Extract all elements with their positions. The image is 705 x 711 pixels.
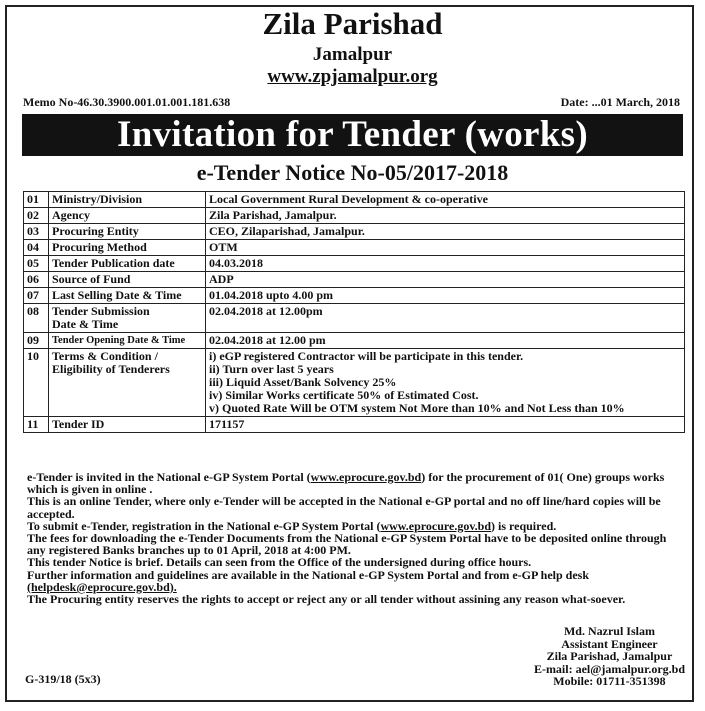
tender-info-table	[23, 191, 685, 433]
signer-email: E-mail: ael@jamalpur.org.bd	[533, 661, 685, 676]
signer-office: Zila Parishad, Jamalpur	[546, 649, 673, 663]
row-number: 09	[24, 333, 49, 349]
body-paragraph: The Procuring entity reserves the rights to accept or reject any or all tender without assining any reason what-soever.	[27, 592, 626, 607]
website-link[interactable]: www.zpjamalpur.org	[267, 66, 438, 87]
signer-name: Md. Nazrul Islam	[563, 624, 655, 638]
signer-mobile: Mobile: 01711-351398	[553, 674, 666, 688]
notice-body	[27, 471, 682, 605]
row-number: 07	[24, 288, 49, 304]
row-label: Source of Fund	[49, 272, 206, 288]
memo-number: Memo No-46.30.3900.001.01.001.181.638	[23, 95, 231, 109]
body-text: e-Tender is invited in the National e-GP System Portal (	[27, 470, 311, 484]
body-text: To submit e-Tender, registration in the National e-GP System Portal (	[27, 518, 381, 533]
row-label-line: Terms & Condition /	[52, 349, 158, 363]
table-row	[24, 417, 685, 433]
signature-block	[534, 625, 685, 688]
body-text: Further information and guidelines are available in the National e-GP System Portal and from e-GP help desk	[27, 567, 590, 582]
row-label	[49, 349, 206, 417]
row-value-terms	[206, 349, 685, 417]
term-item: iv) Similar Works certificate 50% of Estimated Cost.	[209, 388, 479, 402]
row-number: 04	[24, 240, 49, 256]
row-number: 03	[24, 224, 49, 240]
notice-number: e-Tender Notice No-05/2017-2018	[196, 160, 509, 185]
table-row	[24, 349, 685, 417]
term-item: i) eGP registered Contractor will be participate in this tender.	[209, 349, 524, 363]
term-item: iii) Liquid Asset/Bank Solvency 25%	[209, 375, 397, 389]
term-item: ii) Turn over last 5 years	[209, 362, 334, 376]
eprocure-link[interactable]: www.eprocure.gov.bd	[380, 518, 492, 533]
row-number: 11	[24, 417, 49, 433]
row-label: Tender Opening Date & Time	[49, 333, 206, 349]
body-text: ) for the procurement of 01( One) groups works which is given in online .	[27, 470, 665, 497]
body-paragraph: This tender Notice is brief. Details can seen from the Office of the undersigned during office hours.	[27, 555, 532, 570]
publication-code: G-319/18 (5x3)	[25, 672, 101, 686]
body-paragraph: The fees for downloading the e-Tender Documents from the National e-GP System Portal have to be deposited online through any registered Banks branches up to 01 April, 2018 at 4:00 PM.	[27, 531, 667, 558]
table-row	[24, 288, 685, 304]
table-row	[24, 256, 685, 272]
helpdesk-email-link[interactable]: (helpdesk@eprocure.gov.bd).	[27, 579, 177, 594]
row-value: 01.04.2018 upto 4.00 pm	[206, 288, 685, 304]
row-value: 02.04.2018 at 12.00pm	[206, 304, 685, 333]
row-number: 05	[24, 256, 49, 272]
row-number: 01	[24, 192, 49, 208]
row-number: 02	[24, 208, 49, 224]
row-label	[49, 304, 206, 333]
row-value: CEO, Zilaparishad, Jamalpur.	[206, 224, 685, 240]
title-banner: Invitation for Tender (works)	[22, 114, 683, 156]
row-value: 02.04.2018 at 12.00 pm	[206, 333, 685, 349]
body-paragraph	[27, 569, 682, 593]
row-label: Ministry/Division	[49, 192, 206, 208]
row-label: Procuring Method	[49, 240, 206, 256]
row-label-line: Date & Time	[52, 317, 119, 331]
notice-date: Date: ...01 March, 2018	[560, 95, 680, 109]
table-row	[24, 304, 685, 333]
body-text: ) is required.	[491, 518, 557, 533]
row-label-line: Tender Submission	[52, 304, 150, 318]
table-row	[24, 240, 685, 256]
org-name: Zila Parishad	[262, 6, 443, 41]
eprocure-link[interactable]: www.eprocure.gov.bd	[310, 470, 422, 484]
row-value: Local Government Rural Development & co-operative	[206, 192, 685, 208]
row-number: 08	[24, 304, 49, 333]
term-item: v) Quoted Rate Will be OTM system Not More than 10% and Not Less than 10%	[209, 401, 625, 415]
district-name: Jamalpur	[312, 44, 393, 65]
row-value: 04.03.2018	[206, 256, 685, 272]
row-number: 06	[24, 272, 49, 288]
row-label: Last Selling Date & Time	[49, 288, 206, 304]
table-row	[24, 224, 685, 240]
table-row	[24, 333, 685, 349]
row-value: Zila Parishad, Jamalpur.	[206, 208, 685, 224]
row-label: Procuring Entity	[49, 224, 206, 240]
row-label: Agency	[49, 208, 206, 224]
table-row	[24, 272, 685, 288]
row-label: Tender ID	[49, 417, 206, 433]
row-number: 10	[24, 349, 49, 417]
body-paragraph	[27, 471, 682, 495]
row-value: ADP	[206, 272, 685, 288]
table-row	[24, 208, 685, 224]
row-label: Tender Publication date	[49, 256, 206, 272]
table-row	[24, 192, 685, 208]
row-label-line: Eligibility of Tenderers	[52, 362, 170, 376]
row-value: 171157	[206, 417, 685, 433]
row-value: OTM	[206, 240, 685, 256]
body-paragraph: This is an online Tender, where only e-Tender will be accepted in the National e-GP portal and no off line/hard copies will be accepted.	[27, 494, 661, 521]
signer-title: Assistant Engineer	[561, 636, 658, 651]
